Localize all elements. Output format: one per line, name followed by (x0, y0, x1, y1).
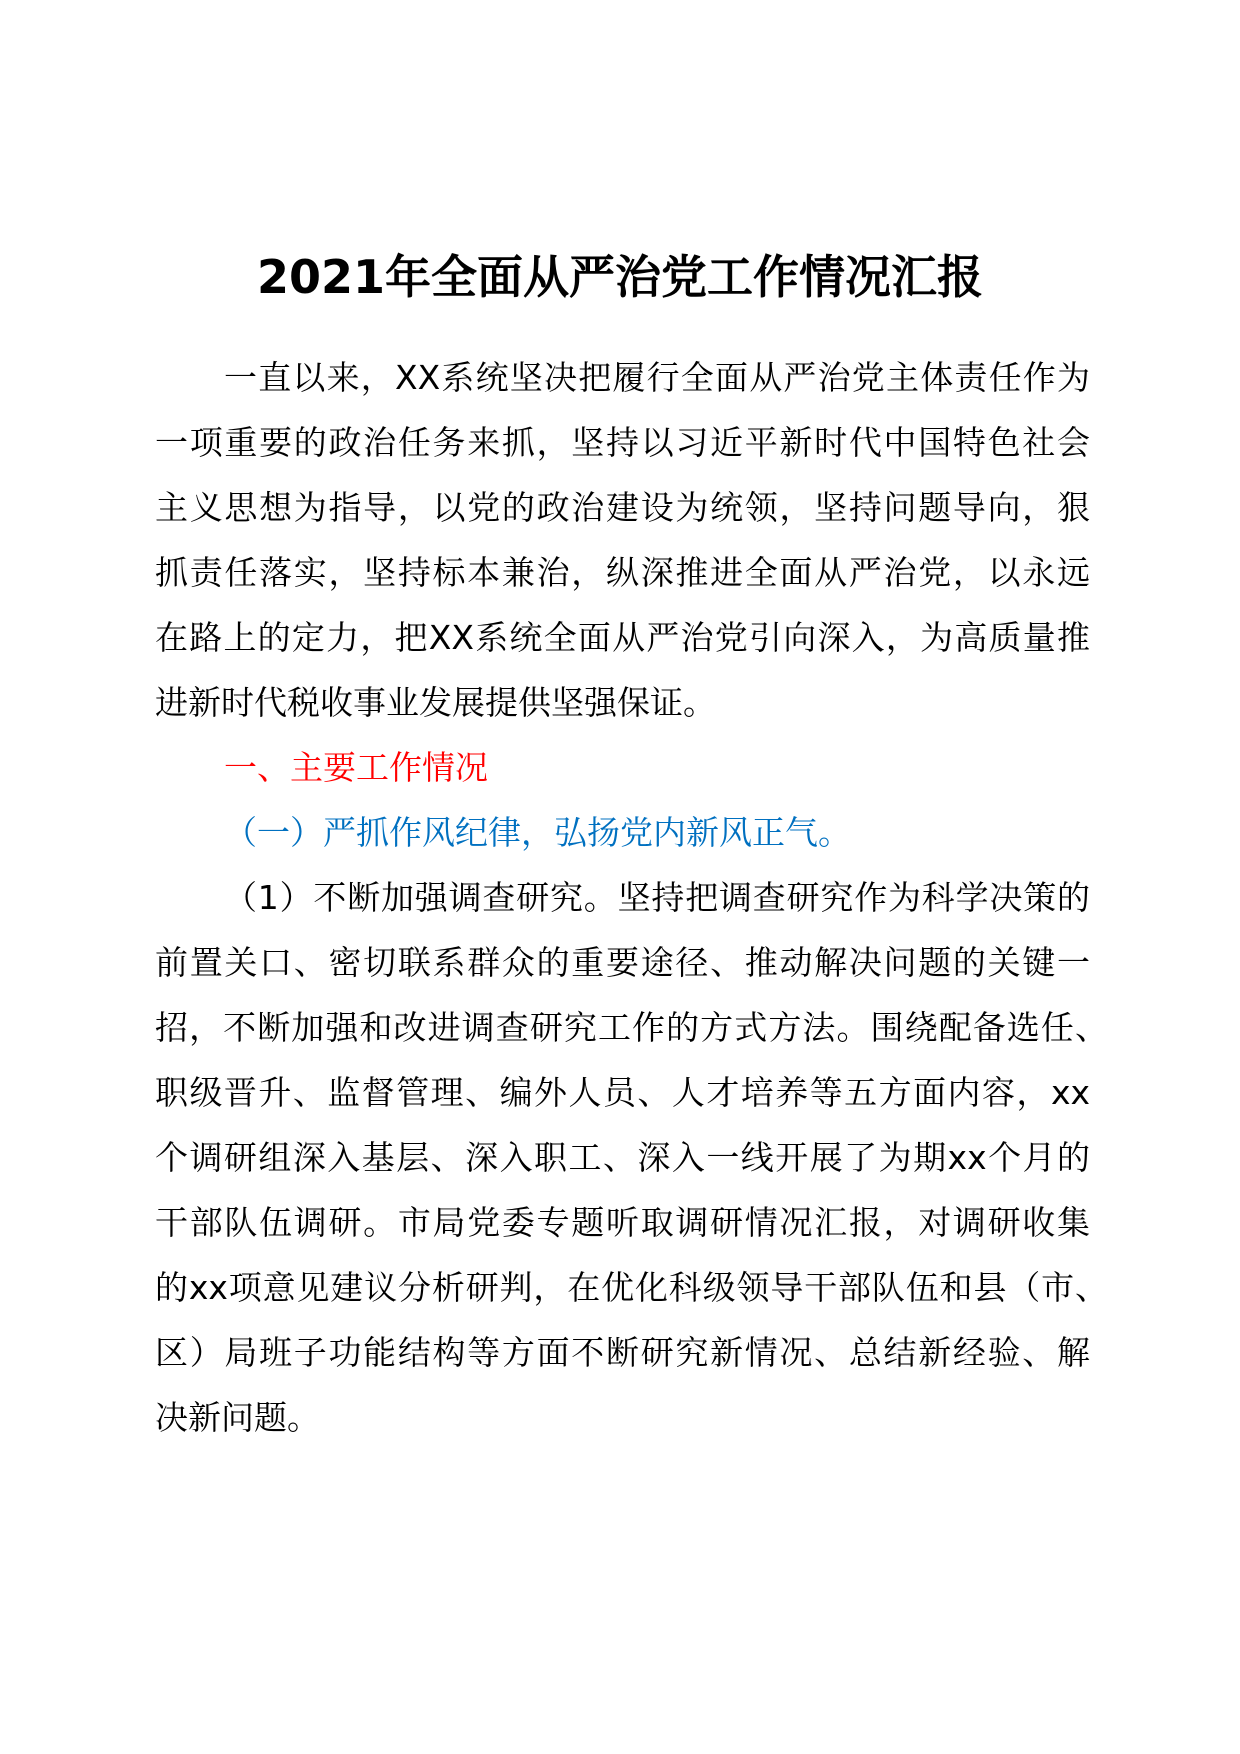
intro-line: 进新时代税收事业发展提供坚强保证。 (155, 683, 716, 722)
paragraph-line: 区）局班子功能结构等方面不断研究新情况、总结新经验、解 (155, 1333, 1090, 1372)
paragraph-line: 决新问题。 (155, 1398, 320, 1437)
paragraph-line: 招，不断加强和改进调查研究工作的方式方法。围绕配备选任、 (155, 1008, 1108, 1047)
paragraph-line: 的xx项意见建议分析研判，在优化科级领导干部队伍和县（市、 (155, 1268, 1108, 1307)
intro-line: 在路上的定力，把XX系统全面从严治党引向深入，为高质量推 (155, 618, 1090, 657)
intro-line: 一项重要的政治任务来抓，坚持以习近平新时代中国特色社会 (155, 423, 1090, 462)
document-body (155, 345, 1108, 1450)
paragraph-line: 前置关口、密切联系群众的重要途径、推动解决问题的关键一 (155, 943, 1090, 982)
section-heading-1: 一、主要工作情况 (224, 748, 488, 787)
paragraph-line: 职级晋升、监督管理、编外人员、人才培养等五方面内容，xx (155, 1073, 1090, 1112)
intro-line: 主义思想为指导，以党的政治建设为统领，坚持问题导向，狠 (155, 488, 1090, 527)
subsection-heading-1: （一）严抓作风纪律，弘扬党内新风正气。 (224, 813, 851, 852)
intro-line: 抓责任落实，坚持标本兼治，纵深推进全面从严治党，以永远 (155, 553, 1090, 592)
document-title: 2021年全面从严治党工作情况汇报 (256, 250, 984, 304)
paragraph-line: 个调研组深入基层、深入职工、深入一线开展了为期xx个月的 (155, 1138, 1090, 1177)
paragraph-line: 干部队伍调研。市局党委专题听取调研情况汇报，对调研收集 (155, 1203, 1090, 1242)
paragraph-line: （1）不断加强调查研究。坚持把调查研究作为科学决策的 (224, 878, 1090, 917)
intro-line: 一直以来，XX系统坚决把履行全面从严治党主体责任作为 (224, 358, 1090, 397)
